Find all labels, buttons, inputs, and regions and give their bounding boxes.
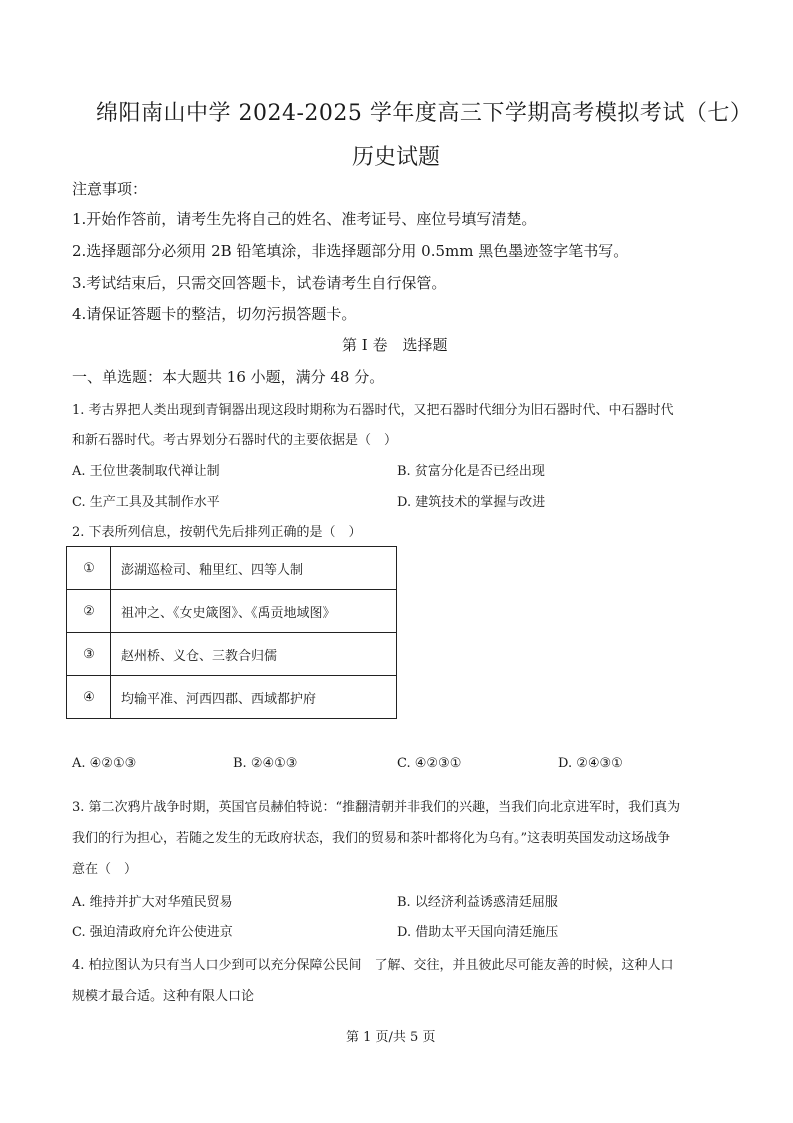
table-row xyxy=(67,633,397,676)
page-number: 第 1 页/共 5 页 xyxy=(346,1030,436,1045)
question-1-option-a: A. 王位世袭制取代禅让制 xyxy=(72,464,220,479)
table-cell-number: ① xyxy=(67,547,111,590)
notice-heading: 注意事项： xyxy=(72,180,148,198)
question-3-option-b: B. 以经济利益诱惑清廷屈服 xyxy=(397,895,558,910)
notice-item: 3.考试结束后，只需交回答题卡，试卷请考生自行保管。 xyxy=(72,274,447,292)
table-row xyxy=(67,547,397,590)
notice-item: 2.选择题部分必须用 2B 铅笔填涂，非选择题部分用 0.5mm 黑色墨迹签字笔书写。 xyxy=(72,242,629,260)
question-2-option-a: A. ④②①③ xyxy=(72,756,137,771)
question-2-option-b: B. ②④①③ xyxy=(233,756,298,771)
question-2-table xyxy=(66,546,397,719)
question-3-line-2: 我们的行为担心，若随之发生的无政府状态，我们的贸易和茶叶都将化为乌有。”这表明英国发动这场战争 xyxy=(72,831,671,846)
question-3-line-3: 意在（ ） xyxy=(72,862,138,877)
table-cell-text: 澎湖巡检司、釉里红、四等人制 xyxy=(111,547,397,590)
page-title: 绵阳南山中学 2024-2025 学年度高三下学期高考模拟考试（七） xyxy=(96,101,753,126)
question-1-option-b: B. 贫富分化是否已经出现 xyxy=(397,464,545,479)
question-1-option-d: D. 建筑技术的掌握与改进 xyxy=(397,495,546,510)
question-3-line-1: 3. 第二次鸦片战争时期，英国官员赫伯特说：“推翻清朝并非我们的兴趣，当我们向北京进军时，我们真为 xyxy=(72,800,681,815)
table-cell-text: 均输平准、河西四郡、西域都护府 xyxy=(111,676,397,719)
question-2-option-c: C. ④②③① xyxy=(397,756,462,771)
section-intro: 一、单选题：本大题共 16 小题，满分 48 分。 xyxy=(72,368,385,386)
question-1-line-1: 1. 考古界把人类出现到青铜器出现这段时期称为石器时代，又把石器时代细分为旧石器时代、中石器时代 xyxy=(72,403,674,418)
question-4-line-1: 4. 柏拉图认为只有当人口少到可以充分保障公民间 了解、交往，并且彼此尽可能友善的时候，这种人口 xyxy=(72,958,674,973)
question-1-line-2: 和新石器时代。考古界划分石器时代的主要依据是（ ） xyxy=(72,433,398,448)
table-cell-number: ② xyxy=(67,590,111,633)
question-1-option-c: C. 生产工具及其制作水平 xyxy=(72,495,220,510)
table-row xyxy=(67,590,397,633)
question-2-option-d: D. ②④③① xyxy=(558,756,623,771)
question-3-option-d: D. 借助太平天国向清廷施压 xyxy=(397,925,559,940)
question-4-line-2: 规模才最合适。这种有限人口论 xyxy=(72,989,255,1004)
section-title: 第 I 卷 选择题 xyxy=(342,336,448,354)
notice-item: 1.开始作答前，请考生先将自己的姓名、准考证号、座位号填写清楚。 xyxy=(72,210,537,228)
table-row xyxy=(67,676,397,719)
question-2-stem: 2. 下表所列信息，按朝代先后排列正确的是（ ） xyxy=(72,525,362,540)
table-cell-text: 赵州桥、义仓、三教合归儒 xyxy=(111,633,397,676)
question-3-option-c: C. 强迫清政府允许公使进京 xyxy=(72,925,233,940)
page-subtitle: 历史试题 xyxy=(352,145,441,170)
table-cell-number: ③ xyxy=(67,633,111,676)
table-cell-number: ④ xyxy=(67,676,111,719)
notice-item: 4.请保证答题卡的整洁，切勿污损答题卡。 xyxy=(72,305,357,323)
question-3-option-a: A. 维持并扩大对华殖民贸易 xyxy=(72,895,233,910)
table-cell-text: 祖冲之、《女史箴图》、《禹贡地域图》 xyxy=(111,590,397,633)
